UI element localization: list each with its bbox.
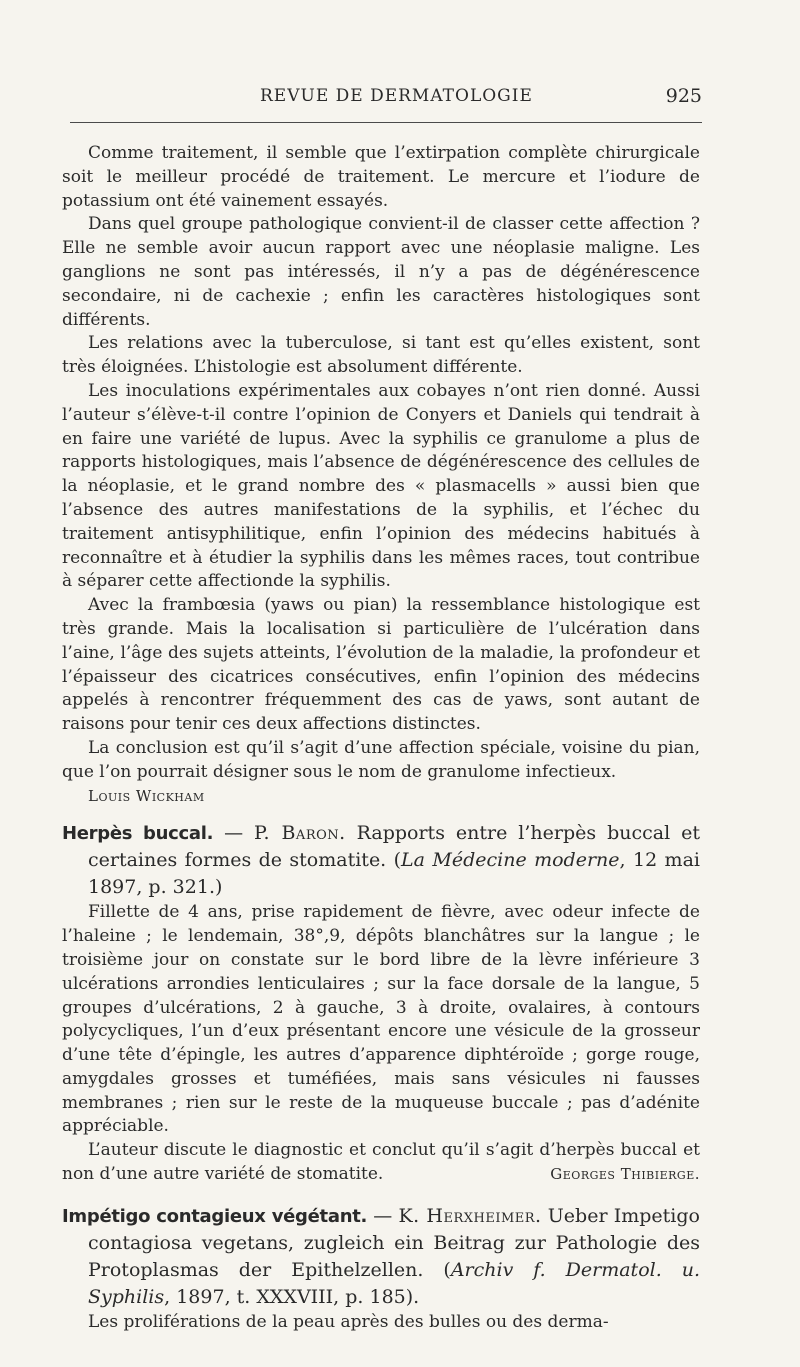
- paragraph-text: L’auteur discute le diagnostic et conclut qu’il s’agit d’herpès buccal et non d’une autre variété de stomatite.: [62, 1140, 700, 1185]
- paragraph: Les relations avec la tuberculose, si tant est qu’elles existent, sont très éloignées. L’histologie est absolument différente.: [62, 333, 700, 378]
- journal-title: REVUE DE DERMATOLOGIE: [260, 86, 533, 106]
- entry-reference: , 1897, t. XXXVIII, p. 185).: [164, 1285, 420, 1308]
- entry-journal: Archiv f. Dermatol. u. Syphilis: [88, 1258, 700, 1308]
- entry-lead: Impétigo contagieux végétant.: [62, 1205, 368, 1227]
- paragraph: Les proliférations de la peau après des bulles ou des derma-: [88, 1311, 609, 1332]
- signature-thibierge: Georges Thibierge.: [550, 1165, 700, 1184]
- paragraph: Les inoculations expérimentales aux cobayes n’ont rien donné. Aussi l’auteur s’élève-t-il contre l’opinion de Conyers et Daniels qui tendrait à en faire une variété de lupus. Avec la syphilis ce granulome a plus de rapports histologiques, mais l’absence de dégénérescence des cellules de la néoplasie, et le grand nombre des « plasmacells » aussi bien que l’absence des autres manifestations de la syphilis, et l’échec du traitement antisyphilitique, enfin l’opinion des médecins habitués à reconnaître et à étudier la syphilis dans les mêmes races, tout contribue à séparer cette affectionde la syphilis.: [62, 380, 700, 592]
- paragraph: Fillette de 4 ans, prise rapidement de fièvre, avec odeur infecte de l’haleine ; le lendemain, 38°,9, dépôts blanchâtres sur la langue ; le troisième jour on constate sur le bord libre de la lèvre inférieure 3 ulcérations arrondies lenticulaires ; sur la face dorsale de la langue, 5 groupes d’ulcérations, 2 à gauche, 3 à droite, ovalaires, à contours polycycliques, l’un d’eux présentant encore une vésicule de la grosseur d’une tête d’épingle, les autres d’apparence diphtéroïde ; gorge rouge, amygdales grosses et tuméfiées, mais sans vésicules ni fausses membranes ; rien sur le reste de la muqueuse buccale ; pas d’adénite appréciable.: [62, 902, 700, 1137]
- entry-reference: , 12 mai 1897, p. 321.): [88, 849, 700, 899]
- entry-author: K. Herxheimer.: [398, 1204, 542, 1227]
- paragraph: Comme traitement, il semble que l’extirpation complète chirurgicale soit le meilleur procédé de traitement. Le mercure et l’iodure de potassium ont été vainement essayés.: [62, 143, 700, 211]
- paragraph: Avec la frambœsia (yaws ou pian) la ressemblance histologique est très grande. Mais la localisation si particulière de l’ulcération dans l’aine, l’âge des sujets atteints, l’évolution de la maladie, la profondeur et l’épaisseur des cicatrices consécutives, enfin l’opinion des médecins appelés à rencontrer fréquemment des cas de yaws, sont autant de raisons pour tenir ces deux affections distinctes.: [62, 595, 700, 735]
- entry-author: P. Baron.: [254, 822, 346, 845]
- entry-lead: Herpès buccal.: [62, 823, 214, 845]
- paragraph-with-signature: [62, 1139, 700, 1187]
- page-number: 925: [665, 85, 702, 107]
- entry-title: Ueber Impetigo contagiosa vegetans, zugleich ein Beitrag zur Pathologie des Protoplasmas der Epithelzellen. (: [88, 1204, 700, 1281]
- entry-dash: —: [367, 1204, 399, 1227]
- entry-dash: —: [213, 822, 255, 845]
- running-header: [70, 86, 702, 110]
- signature-wickham: Louis Wickham: [88, 786, 205, 805]
- header-rule: [70, 122, 702, 123]
- paragraph: La conclusion est qu’il s’agit d’une affection spéciale, voisine du pian, que l’on pourrait désigner sous le nom de granulome infectieux.: [62, 737, 700, 782]
- entry-heading-herpes: [62, 820, 700, 901]
- entry-title: Rapports entre l’herpès buccal et certaines formes de stomatite. (: [88, 822, 700, 872]
- article-body: [62, 142, 700, 1335]
- paragraph: Dans quel groupe pathologique convient-il de classer cette affection ? Elle ne semble avoir aucun rapport avec une néoplasie maligne. Les ganglions ne sont pas intéressés, il n’y a pas de dégénérescence secondaire, ni de cachexie ; enfin les caractères histologiques sont différents.: [62, 214, 700, 330]
- entry-heading-impetigo: [62, 1203, 700, 1311]
- entry-journal: La Médecine moderne: [401, 849, 620, 872]
